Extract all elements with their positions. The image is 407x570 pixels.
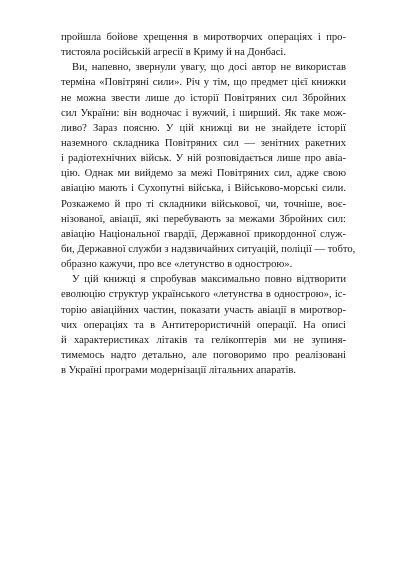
text-line: чих операціях та в Антитерористичній операції. На описі [61,319,346,331]
text-line: і радіотехнічних військ. У ній розповідається лише про авіа- [61,153,346,165]
text-line: сил України: він водночас і вужчий, і ширший. Як таке мож- [61,107,346,119]
paragraph-2 [61,60,356,272]
text-line: У цій книжці я спробував максимально повно відтворити [72,274,346,286]
text-line: тистояла російській агресії в Криму й на Донбасі. [61,47,287,59]
text-line: торію авіаційних частин, показати участь авіації в миротвор- [61,304,346,316]
text-line: ливо? Зараз поясню. У цій книжці ви не знайдете історії [61,122,346,134]
text-line: авіацію мають і Сухопутні війська, і Військово-морські сили. [61,183,346,195]
paragraph-1 [61,30,346,60]
text-line: в Україні програми модернізації літальних апаратів. [61,365,297,377]
text-line: пройшла бойове хрещення в миротворчих операціях і про- [61,32,346,43]
text-line: Розкажемо й про ті складники військової, чи, точніше, воє- [61,198,346,210]
body-text [61,30,356,378]
text-line: нізованої, авіації, які перебувають за межами Збройних сил: [61,213,346,225]
text-line: еволюцію структур українського «летунства в однострою», іс- [61,289,346,301]
text-line: й характеристиках літаків та гелікоптерів ми не зупиня- [61,334,346,346]
text-line: наземного складника Повітряних сил — зенітних ракетних [61,137,346,149]
text-line: би, Державної служби з надзвичайних ситуацій, поліції — тобто, [61,243,356,255]
text-line: цію. Однак ми вийдемо за межі Повітряних сил, адже свою [61,168,346,180]
text-line: тимемось надто детально, але поговоримо про реалізовані [61,349,346,361]
text-line: авіацію Національної гвардії, Державної прикордонної служ- [61,228,346,240]
text-line: терміна «Повітряні сили». Річ у тім, що предмет цієї книжки [61,77,346,89]
text-line: образно кажучи, про все «летунство в однострою». [61,259,293,271]
text-line: не можна звести лише до історії Повітряних сил Збройних [61,92,346,104]
paragraph-3 [61,272,346,378]
text-line: Ви, напевно, звернули увагу, що досі автор не використав [72,62,346,74]
